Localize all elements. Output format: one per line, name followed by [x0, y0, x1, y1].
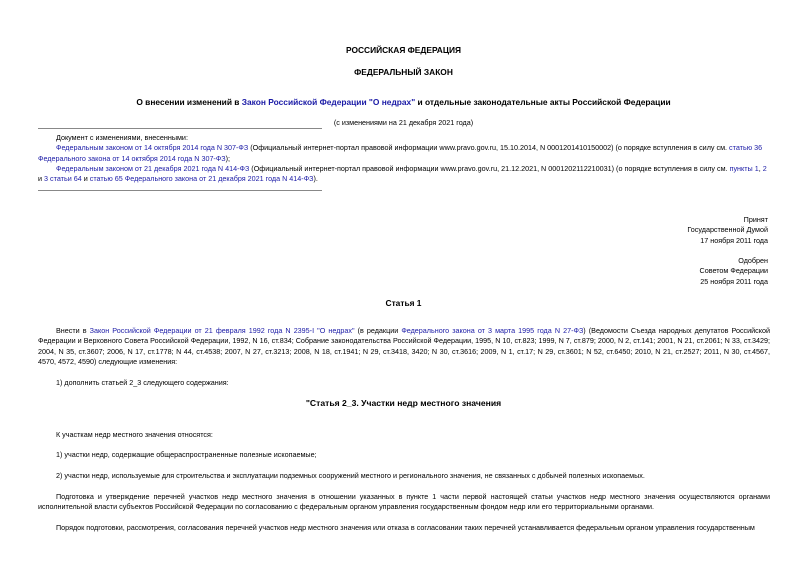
- article-1-paragraph-3: К участкам недр местного значения относятся:: [56, 430, 213, 439]
- article-1-paragraph-6: Подготовка и утверждение перечней участков недр местного значения в отношении указанных в пункте 1 части первой настоящей статьи участков недр местного значения осуществляются органами исполнительной власти субъектов Российской Федерации по согласованию с федеральным органом управления государственным фондом недр или его территориальными органами.: [38, 492, 770, 512]
- article-65-link[interactable]: статью 65 Федерального закона от 21 декабря 2021 года N 414-ФЗ: [89, 174, 314, 184]
- and-sep: и: [38, 174, 45, 184]
- changes-intro: Документ с изменениями, внесенными:: [56, 133, 188, 142]
- comma-sep: ,: [758, 163, 763, 173]
- points-1-link[interactable]: пункты 1: [729, 163, 759, 173]
- p1-prefix: Внести в: [56, 326, 90, 335]
- article-1-paragraph-1: [38, 326, 770, 367]
- document-title: [0, 97, 807, 107]
- changes-item-2: [38, 164, 770, 185]
- article-1-paragraph-2: 1) дополнить статьей 2_3 следующего содержания:: [56, 378, 229, 387]
- adoption-council: [700, 256, 768, 287]
- changes-item-2-end: ).: [313, 174, 318, 184]
- title-suffix: и отдельные законодательные акты Российской Федерации: [415, 97, 671, 107]
- point-2-link[interactable]: 2: [762, 163, 767, 173]
- title-prefix: О внесении изменений в: [136, 97, 242, 107]
- council-label: Советом Федерации: [699, 266, 768, 276]
- duma-label: Государственной Думой: [687, 225, 768, 235]
- p1-middle: (в редакции: [354, 326, 402, 335]
- accepted-label: Принят: [743, 215, 768, 224]
- country-heading: РОССИЙСКАЯ ФЕДЕРАЦИЯ: [345, 45, 462, 55]
- article-64-point-3-link[interactable]: 3 статьи 64: [44, 174, 82, 184]
- changes-bottom-rule: [38, 190, 322, 191]
- changes-item-1: [38, 143, 770, 164]
- article-1-heading: Статья 1: [385, 298, 422, 308]
- article-1-paragraph-7: Порядок подготовки, рассмотрения, согласования перечней участков недр местного значения или отказа в согласовании таких перечней устанавливается федеральным органом управления государственным: [56, 523, 755, 532]
- law-414-fz-link[interactable]: Федеральным законом от 21 декабря 2021 года N 414-ФЗ: [56, 163, 250, 173]
- article-36-link[interactable]: статью 36 Федерального закона от 14 октября 2014 года N 307-ФЗ: [38, 143, 763, 163]
- approved-label: Одобрен: [738, 256, 768, 265]
- revision-note: (с изменениями на 21 декабря 2021 года): [333, 118, 474, 127]
- duma-date: 17 ноября 2011 года: [700, 235, 768, 245]
- changes-item-2-text: (Официальный интернет-портал правовой информации www.pravo.gov.ru, 21.12.2021, N 0001202112210031) (о порядке вступления в силу см.: [249, 163, 730, 173]
- changes-item-1-end: );: [225, 153, 231, 163]
- changes-block: [38, 133, 770, 184]
- law-307-fz-link[interactable]: Федеральным законом от 14 октября 2014 года N 307-ФЗ: [56, 143, 249, 153]
- council-date: 25 ноября 2011 года: [700, 276, 768, 286]
- changes-item-1-text: (Официальный интернет-портал правовой информации www.pravo.gov.ru, 15.10.2014, N 0001201410150002) (о порядке вступления в силу см.: [248, 143, 730, 153]
- law-kind-heading: ФЕДЕРАЛЬНЫЙ ЗАКОН: [354, 67, 453, 77]
- article-1-paragraph-4: 1) участки недр, содержащие общераспространенные полезные ископаемые;: [56, 450, 317, 459]
- article-1-paragraph-5: 2) участки недр, используемые для строительства и эксплуатации подземных сооружений местного и регионального значения, не связанных с добычей полезных ископаемых.: [56, 471, 645, 480]
- law-27-fz-link[interactable]: Федерального закона от 3 марта 1995 года N 27-ФЗ: [401, 326, 584, 335]
- and-sep-2: и: [81, 174, 90, 184]
- changes-top-rule: [38, 128, 322, 129]
- adoption-duma: [687, 215, 768, 246]
- law-on-subsoil-link[interactable]: Закон Российской Федерации "О недрах": [241, 97, 416, 107]
- article-2-3-heading: "Статья 2_3. Участки недр местного значения: [305, 398, 502, 408]
- law-2395-i-link[interactable]: Закон Российской Федерации от 21 февраля 1992 года N 2395-I "О недрах": [89, 326, 355, 335]
- p1-rest: ) (Ведомости Съезда народных депутатов Российской Федерации и Верховного Совета Российской Федерации, 1992, N 16, ст.834; Собрание законодательства Российской Федерации, 1995, N 10, ст.823; 1999, N 7, ст.879; 2000, N 2, ст.141; 2001, N 21, ст.2061; N 33, ст.3429; 2004, N 35, ст.3607; 2006, N 17, ст.1778; N 44, ст.4538; 2007, N 27, ст.3213; 2008, N 18, ст.1941; N 29, ст.3418, 3420; N 30, ст.3616; 2009, N 1, ст.17; N 29, ст.3601; N 52, ст.6450; 2010, N 21, ст.2527; 2011, N 30, ст.4567, 4570, 4572, 4590) следующие изменения:: [38, 326, 771, 366]
